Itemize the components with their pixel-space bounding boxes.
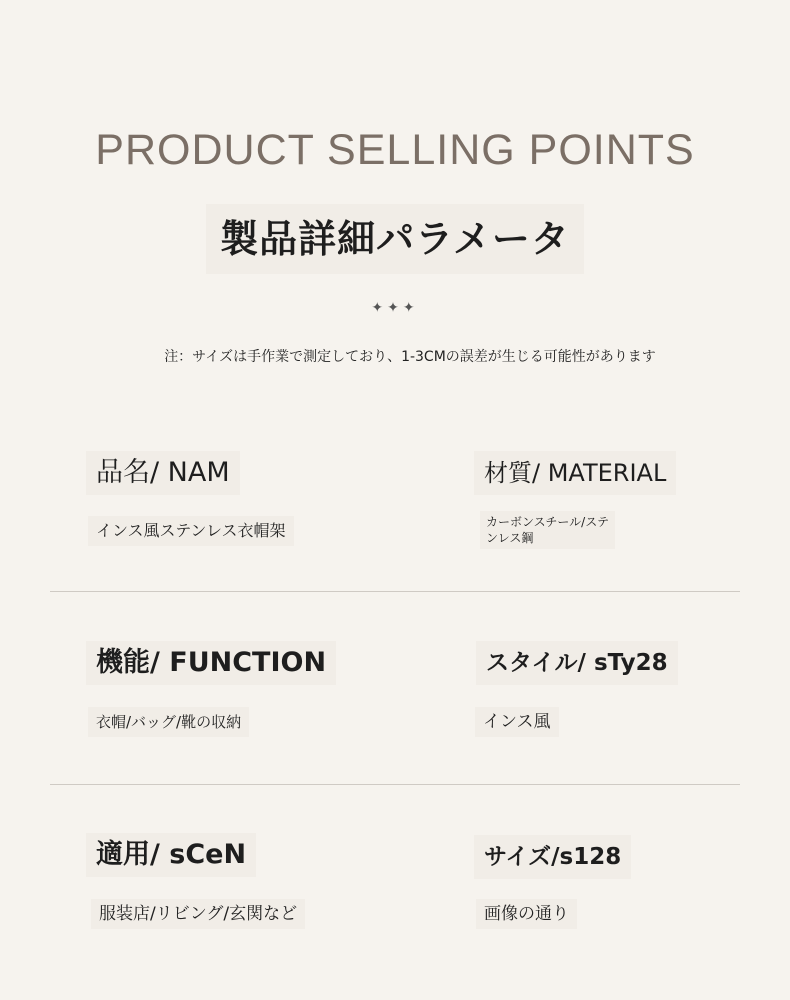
sparkle-icon: ✦✦✦	[371, 300, 419, 316]
param-value-material-line2: ンレス鋼	[486, 531, 534, 545]
param-value-name: インス風ステンレス衣帽架	[88, 516, 294, 546]
param-value-function: 衣帽/バッグ/靴の収納	[88, 707, 249, 737]
param-title-scene: 適用/ sCeN	[86, 833, 256, 877]
section-title: 製品詳細パラメータ	[206, 204, 584, 274]
row-divider-1	[50, 591, 740, 592]
param-title-name: 品名/ NAM	[86, 451, 240, 495]
param-title-style: スタイル/ sTy28	[476, 641, 678, 685]
param-title-function: 機能/ FUNCTION	[86, 641, 336, 685]
param-value-style: インス風	[475, 707, 559, 737]
param-value-material	[480, 511, 615, 549]
param-value-material-line1: カーボンスチール/ステ	[486, 515, 609, 529]
measurement-note: 注：サイズは手作業で測定しており、1-3CMの誤差が生じる可能性があります	[164, 349, 656, 365]
param-title-size: サイズ/s128	[474, 835, 631, 879]
param-title-material: 材質/ MATERIAL	[474, 451, 676, 495]
headline: PRODUCT SELLING POINTS	[95, 126, 695, 174]
param-value-scene: 服装店/リビング/玄関など	[91, 899, 305, 929]
param-value-size: 画像の通り	[476, 899, 577, 929]
row-divider-2	[50, 784, 740, 785]
